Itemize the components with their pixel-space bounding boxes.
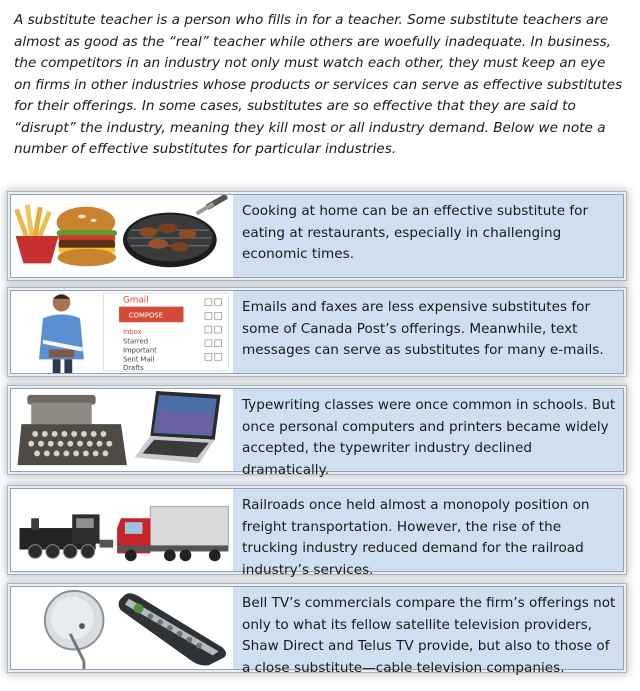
locomotive-icon [20, 514, 114, 558]
substitute-card-railroad [10, 488, 624, 578]
email-client-window [103, 293, 228, 372]
satellite-dish-icon [45, 591, 104, 669]
substitute-card-cooking [10, 194, 624, 278]
truck-icon [117, 507, 228, 562]
substitute-card-satellite [10, 586, 624, 676]
compose-label: COMPOSE [128, 311, 164, 320]
train-and-truck-image [11, 489, 233, 571]
folder-inbox: Inbox [122, 327, 142, 336]
burger-and-grill-image [11, 195, 233, 277]
postman-icon [39, 294, 84, 373]
folder-starred: Starred [122, 337, 149, 346]
dish-remote-illustration [11, 587, 233, 669]
intro-paragraph: A substitute teacher is a person who fills in for a teacher. Some substitute teachers are almost as good as the “real” teacher while others are woefully inadequate. In business, the competitors in an industry not only must watch each other, they must keep an eye on firms in other industries whose products or services can serve as effective substitutes for their offerings. In some cases, substitutes are so effective that they are said to “disrupt” the industry, meaning they kill most or all industry demand. Below we note a number of effective substitutes for particular industries. [14, 12, 623, 157]
tv-remote-icon [119, 593, 227, 665]
card-text-satellite: Bell TV’s commercials compare the firm’s offerings not only to what its fellow satellite television providers, Shaw Direct and Telus TV provide, but also to those of a close substitute—cable television companies. [242, 595, 616, 676]
postman-and-email-image [11, 291, 233, 373]
satellite-dish-and-remote-image [11, 587, 233, 669]
typewriter-and-laptop-image [11, 389, 233, 471]
card-text-typewriter: Typewriting classes were once common in schools. But once personal computers and printers became widely accepted, the typewriter industry declined dramatically. [242, 397, 616, 478]
substitute-card-email [10, 290, 624, 374]
folder-sent: Sent Mail [122, 355, 155, 364]
substitute-card-typewriter [10, 388, 624, 478]
folder-drafts: Drafts [122, 364, 144, 373]
burger-grill-illustration [11, 195, 233, 277]
card-text-railroad: Railroads once held almost a monopoly position on freight transportation. However, the rise of the trucking industry reduced demand for the railroad industry’s services. [242, 497, 590, 578]
grill-icon [123, 195, 228, 267]
card-text-cooking: Cooking at home can be an effective substitute for eating at restaurants, especially in challenging economic times. [242, 203, 589, 262]
burger-icon [57, 207, 118, 267]
folder-important: Important [122, 346, 157, 355]
email-brand: Gmail [122, 295, 149, 306]
postman-email-illustration [11, 291, 233, 373]
typewriter-icon [18, 395, 127, 465]
train-truck-illustration [11, 489, 233, 571]
card-text-email: Emails and faxes are less expensive substitutes for some of Canada Post’s offerings. Meanwhile, text messages can serve as substitutes for many e-mails. [242, 299, 604, 358]
fries-icon [14, 205, 58, 264]
laptop-icon [135, 391, 221, 463]
typewriter-laptop-illustration [11, 389, 233, 471]
